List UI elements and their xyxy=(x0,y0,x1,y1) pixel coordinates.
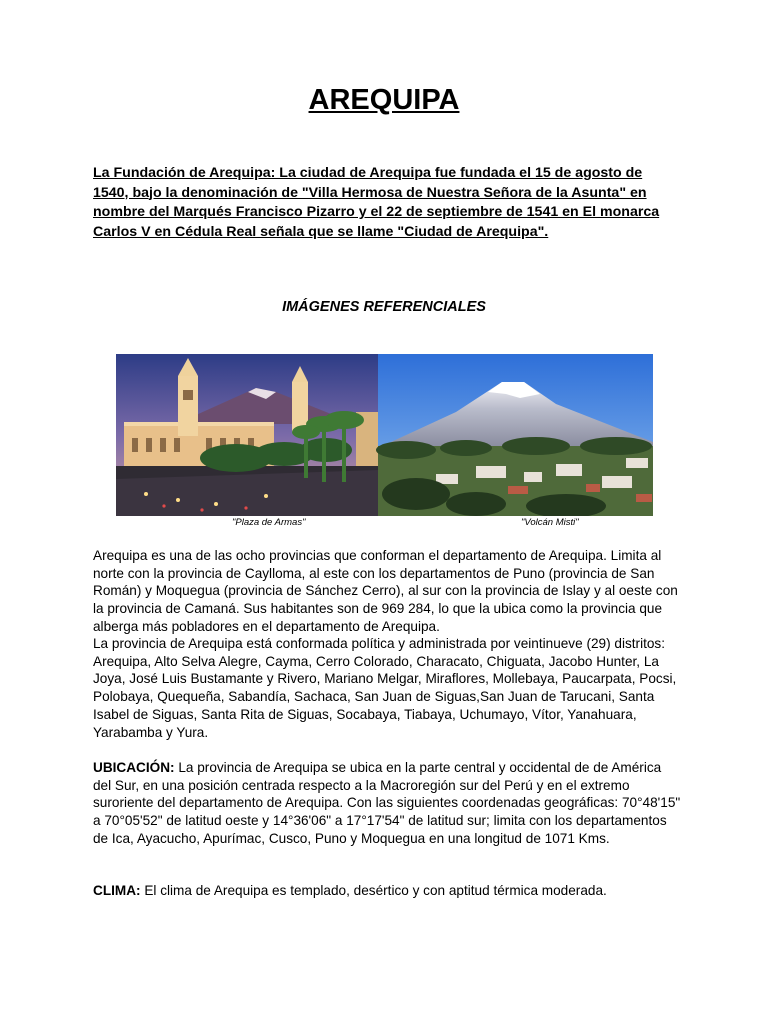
foundation-paragraph: La Fundación de Arequipa: La ciudad de Arequipa fue fundada el 15 de agosto de 1540, bajo la denominación de "Villa Hermosa de Nuestra Señora de la Asunta" en nombre del Marqués Francisco Pizarro y el 22 de septiembre de 1541 en El monarca Carlos V en Cédula Real señala que se llame "Ciudad de Arequipa". xyxy=(93,165,660,240)
intro-paragraph: Arequipa es una de las ocho provincias que conforman el departamento de Arequipa. Limita al norte con la provincia de Caylloma, al este con los departamentos de Puno (provincia de San Román) y Moquegua (provincia de Sánchez Cerro), al sur con la provincia de Islay y al oeste con la provincia de Camaná. Sus habitantes son de 969 284, lo que la ubica como la provincia que alberga más pobladores en el departamento de Arequipa. xyxy=(93,548,678,634)
districts-paragraph: La provincia de Arequipa está conformada política y administrada por veintinueve (29) distritos: Arequipa, Alto Selva Alegre, Cayma, Cerro Colorado, Characato, Chiguata, Jacobo Hunter, La Joya, José Luis Bustamante y Rivero, Mariano Melgar, Miraflores, Mollebaya, Paucarpata, Pocsi, Polobaya, Quequeña, Sabandía, Sachaca, San Juan de Siguas,San Juan de Tarucani, Santa Isabel de Siguas, Santa Rita de Siguas, Socabaya, Tiabaya, Uchumayo, Vítor, Yanahuara, Yarabamba y Yura. xyxy=(93,636,677,740)
page-title: AREQUIPA xyxy=(308,84,460,116)
reference-images xyxy=(116,354,653,516)
clima-text: El clima de Arequipa es templado, desértico y con aptitud térmica moderada. xyxy=(140,883,607,898)
caption-volcan-misti: "Volcán Misti" xyxy=(521,517,579,528)
ubicacion-paragraph xyxy=(93,759,681,848)
volcan-misti-photo xyxy=(376,354,653,516)
clima-label: CLIMA: xyxy=(93,883,141,898)
caption-plaza-de-armas: "Plaza de Armas" xyxy=(232,517,306,528)
plaza-de-armas-photo xyxy=(116,354,378,516)
ubicacion-text: La provincia de Arequipa se ubica en la parte central y occidental de de América del Sur, en una posición centrada respecto a la Macroregión sur del Perú y en el extremo suroriente del departamento de Arequipa. Con las siguientes coordenadas geográficas: 70°48'15" a 70°05'52" de latitud oeste y 14°36'06" a 17°17'54" de latitud sur; limita con los departamentos de Ica, Ayacucho, Apurímac, Cusco, Puno y Moquegua en una longitud de 1071 Kms. xyxy=(93,760,681,846)
images-heading: IMÁGENES REFERENCIALES xyxy=(282,299,486,315)
ubicacion-label: UBICACIÓN: xyxy=(93,760,175,775)
clima-paragraph xyxy=(93,882,681,900)
